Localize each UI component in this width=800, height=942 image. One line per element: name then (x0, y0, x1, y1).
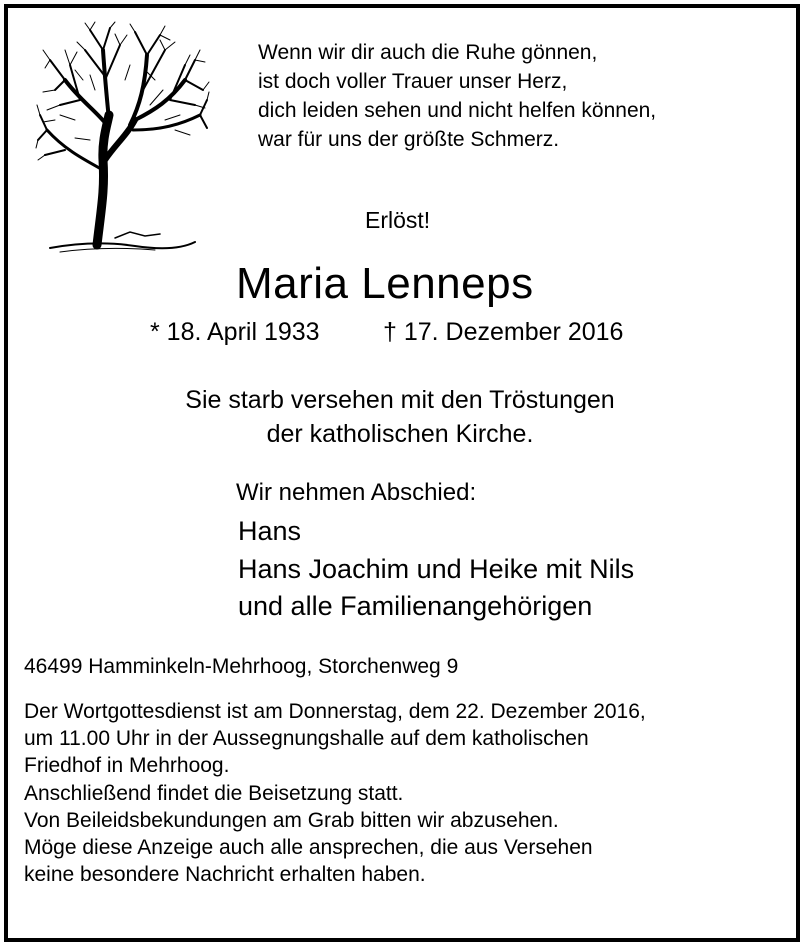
headline: Erlöst! (365, 207, 431, 233)
service-line: Möge diese Anzeige auch alle ansprechen, die aus Versehen (24, 835, 593, 859)
service-line: Friedhof in Mehrhoog. (24, 754, 230, 778)
mourner-line: und alle Familienangehörigen (238, 591, 593, 621)
poem-line: Wenn wir dir auch die Ruhe gönnen, (258, 41, 598, 64)
service-info (24, 701, 646, 891)
poem (258, 42, 656, 158)
address: 46499 Hamminkeln-Mehrhoog, Storchenweg 9 (24, 655, 459, 678)
service-line: Der Wortgottesdienst ist am Donnerstag, dem 22. Dezember 2016, (24, 700, 646, 723)
poem-line: ist doch voller Trauer unser Herz, (258, 70, 568, 93)
service-line: um 11.00 Uhr in der Aussegnungshalle auf dem katholischen (24, 727, 589, 751)
statement-line: der katholischen Kirche. (266, 420, 534, 448)
mourner-line: Hans Joachim und Heike mit Nils (238, 554, 635, 584)
service-line: keine besondere Nachricht erhalten haben. (24, 863, 426, 887)
tree-icon (35, 20, 210, 260)
service-line: Von Beileidsbekundungen am Grab bitten wir abzusehen. (24, 808, 559, 832)
farewell-intro: Wir nehmen Abschied: (236, 479, 477, 506)
statement-line: Sie starb versehen mit den Tröstungen (185, 386, 615, 414)
service-line: Anschließend findet die Beisetzung statt. (24, 781, 404, 805)
mourner-line: Hans (238, 516, 302, 546)
poem-line: dich leiden sehen und nicht helfen können, (258, 99, 657, 122)
birth-date: * 18. April 1933 (150, 318, 320, 346)
death-date: † 17. Dezember 2016 (383, 318, 624, 346)
deceased-name: Maria Lenneps (236, 259, 534, 308)
poem-line: war für uns der größte Schmerz. (258, 128, 560, 151)
